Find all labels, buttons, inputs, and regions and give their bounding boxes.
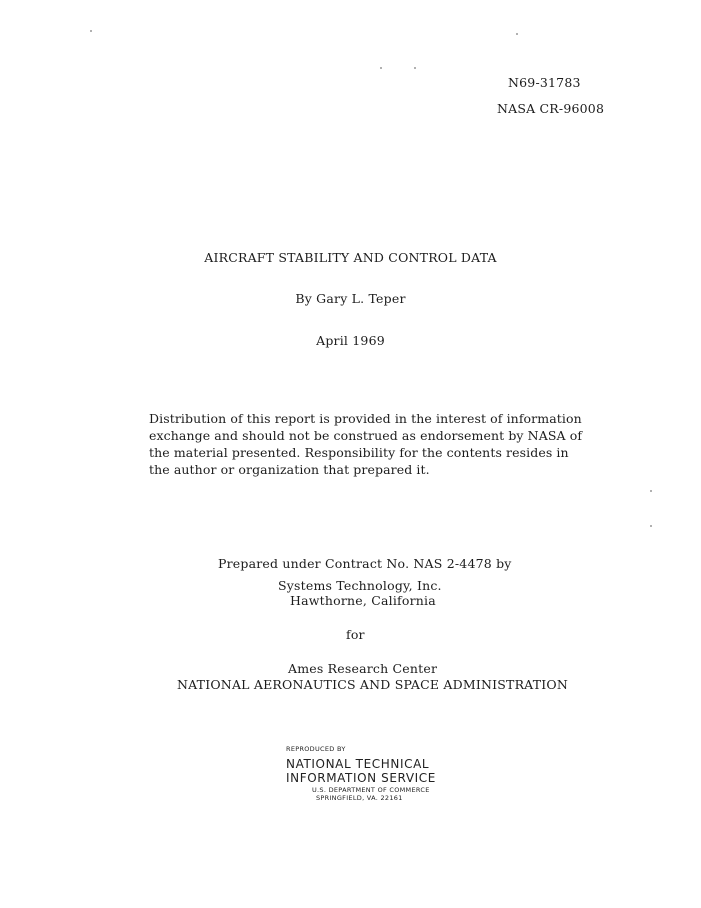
scan-speck — [380, 67, 382, 69]
for-label: for — [346, 627, 365, 642]
report-date: April 1969 — [316, 333, 385, 348]
ntis-reproduced-by: REPRODUCED BY — [286, 745, 346, 753]
scan-speck — [650, 525, 652, 527]
notice-line: exchange and should not be construed as endorsement by NASA of — [149, 428, 583, 443]
ntis-line-2: INFORMATION SERVICE — [286, 771, 436, 785]
scan-speck — [414, 67, 416, 69]
notice-line: the author or organization that prepared it. — [149, 462, 430, 477]
ntis-line-1: NATIONAL TECHNICAL — [286, 757, 430, 771]
agency-name: NATIONAL AERONAUTICS AND SPACE ADMINISTRATION — [177, 677, 568, 692]
distribution-notice — [149, 410, 583, 478]
notice-line: the material presented. Responsibility for the contents resides in — [149, 445, 569, 460]
research-center: Ames Research Center — [288, 661, 438, 676]
ntis-address: SPRINGFIELD, VA. 22161 — [316, 794, 403, 802]
scan-speck — [516, 33, 518, 35]
notice-line: Distribution of this report is provided in the interest of information — [149, 411, 582, 426]
report-title: AIRCRAFT STABILITY AND CONTROL DATA — [204, 250, 497, 265]
author-line: By Gary L. Teper — [295, 291, 406, 306]
contract-line: Prepared under Contract No. NAS 2-4478 by — [218, 556, 512, 571]
company-location: Hawthorne, California — [290, 593, 436, 608]
accession-number: N69-31783 — [508, 75, 581, 90]
company-name: Systems Technology, Inc. — [278, 578, 442, 593]
scan-speck — [90, 30, 92, 32]
report-number: NASA CR-96008 — [497, 101, 605, 116]
scan-speck — [650, 490, 652, 492]
ntis-department: U.S. DEPARTMENT OF COMMERCE — [312, 786, 430, 794]
